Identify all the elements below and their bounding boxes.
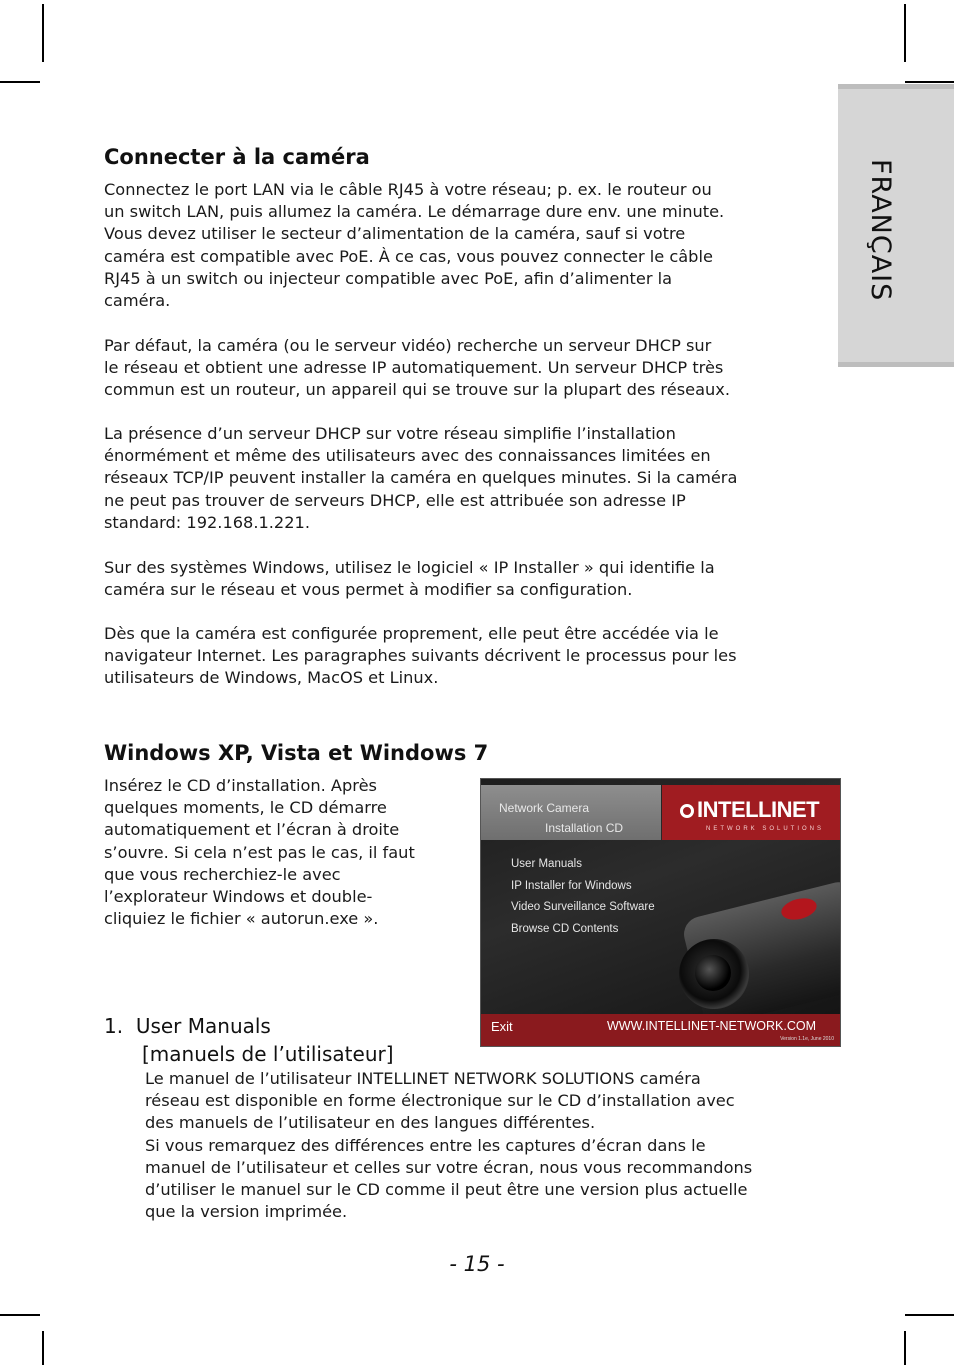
text-line: manuel de l’utilisateur et celles sur votre écran, nous vous recommandons <box>145 1157 753 1177</box>
installer-menu <box>511 854 655 940</box>
brand-name: INTELLINET <box>697 797 820 822</box>
text-line: Connectez le port LAN via le câble RJ45 à votre réseau; p. ex. le routeur ou <box>104 180 712 199</box>
menu-item-browse-cd[interactable]: Browse CD Contents <box>511 922 619 935</box>
camera-lens-inner <box>695 955 731 991</box>
brand-logo-text <box>680 797 819 823</box>
crop-mark <box>0 1314 40 1316</box>
intro-paragraph <box>104 775 415 930</box>
menu-item-user-manuals[interactable]: User Manuals <box>511 858 582 870</box>
text-line: caméra. <box>104 291 171 311</box>
text-line: cliquiez le fichier « autorun.exe ». <box>104 909 379 929</box>
paragraph <box>104 179 724 312</box>
list-title: User Manuals <box>135 1014 271 1038</box>
list-number: 1. <box>104 1014 124 1038</box>
paragraph <box>104 623 737 690</box>
text-line: l’explorateur Windows et double- <box>104 887 373 907</box>
text-line: utilisateurs de Windows, MacOS et Linux. <box>104 668 439 688</box>
text-line: d’utiliser le manuel sur le CD comme il peut être une version plus actuelle <box>145 1180 748 1200</box>
crop-mark <box>42 1331 44 1365</box>
page-number: - 15 - <box>449 1252 505 1276</box>
crop-mark <box>42 4 44 62</box>
brand-subtitle: NETWORK SOLUTIONS <box>706 826 825 832</box>
crop-mark <box>0 81 40 83</box>
text-line: Si vous remarquez des différences entre les captures d’écran dans le <box>145 1135 706 1155</box>
crop-mark <box>904 1331 906 1365</box>
text-line: que la version imprimée. <box>145 1202 348 1222</box>
language-tab-label: FRANÇAIS <box>865 159 896 302</box>
installer-header-line1: Network Camera <box>499 801 590 815</box>
text-line: standard: 192.168.1.221. <box>104 512 310 532</box>
brand-logo <box>662 785 841 840</box>
text-line: caméra est compatible avec PoE. À ce cas, vous pouvez connecter le câble <box>104 246 713 266</box>
text-line: réseau est disponible en forme électronique sur le CD d’installation avec <box>145 1091 735 1111</box>
text-line: quelques moments, le CD démarre <box>104 798 387 818</box>
section-title: Connecter à la caméra <box>104 145 370 169</box>
menu-item-ip-installer[interactable]: IP Installer for Windows <box>511 879 632 892</box>
text-line: des manuels de l’utilisateur en des langues différentes. <box>145 1113 596 1133</box>
text-line: que vous recherchiez-le avec <box>104 864 341 884</box>
paragraph <box>104 335 730 402</box>
text-line: réseaux TCP/IP peuvent installer la caméra en quelques minutes. Si la caméra <box>104 468 738 488</box>
menu-item-video-surveillance[interactable]: Video Surveillance Software <box>511 901 655 913</box>
text-line: s’ouvre. Si cela n’est pas le cas, il faut <box>104 842 415 862</box>
text-line: automatiquement et l’écran à droite <box>104 820 400 840</box>
exit-button[interactable]: Exit <box>491 1019 513 1034</box>
text-line: Par défaut, la caméra (ou le serveur vidéo) recherche un serveur DHCP sur <box>104 336 712 355</box>
crop-mark <box>904 4 906 62</box>
text-line: le réseau et obtient une adresse IP automatiquement. Un serveur DHCP très <box>104 358 724 378</box>
text-line: Insérez le CD d’installation. Après <box>104 776 377 795</box>
text-line: navigateur Internet. Les paragraphes suivants décrivent le processus pour les <box>104 646 737 666</box>
text-line: RJ45 à un switch ou injecteur compatible avec PoE, afin d’alimenter la <box>104 268 673 288</box>
installer-screenshot <box>480 778 841 1047</box>
list-item-heading <box>104 1014 271 1038</box>
text-line: Dès que la caméra est configurée proprement, elle peut être accédée via le <box>104 624 719 643</box>
text-line: ne peut pas trouver de serveurs DHCP, elle est attribuée son adresse IP <box>104 490 686 510</box>
list-item-body <box>145 1068 752 1223</box>
crop-mark <box>905 1314 954 1316</box>
version-label: Version 1.1e, June 2010 <box>780 1036 834 1042</box>
section-title: Windows XP, Vista et Windows 7 <box>104 741 489 765</box>
crop-mark <box>905 81 954 83</box>
installer-footer <box>481 1014 840 1046</box>
text-line: Vous devez utiliser le secteur d’alimentation de la caméra, sauf si votre <box>104 224 686 244</box>
text-line: un switch LAN, puis allumez la caméra. Le démarrage dure env. une minute. <box>104 202 725 222</box>
website-link[interactable]: WWW.INTELLINET-NETWORK.COM <box>607 1019 817 1033</box>
text-line: caméra sur le réseau et vous permet à modifier sa configuration. <box>104 580 633 600</box>
text-line: commun est un routeur, un appareil qui se trouve sur la plupart des réseaux. <box>104 380 730 400</box>
installer-header <box>481 785 661 840</box>
language-tab <box>838 84 954 367</box>
paragraph <box>104 557 715 601</box>
installer-header-line2: Installation CD <box>545 821 624 835</box>
text-line: La présence d’un serveur DHCP sur votre réseau simplifie l’installation <box>104 424 676 443</box>
text-line: énormément et même des utilisateurs avec des connaissances limitées en <box>104 446 711 466</box>
paragraph <box>104 423 737 534</box>
brand-ring-icon <box>680 804 694 818</box>
list-subtitle: [manuels de l’utilisateur] <box>142 1042 394 1066</box>
text-line: Sur des systèmes Windows, utilisez le logiciel « IP Installer » qui identifie la <box>104 558 715 577</box>
text-line: Le manuel de l’utilisateur INTELLINET NETWORK SOLUTIONS caméra <box>145 1069 701 1088</box>
